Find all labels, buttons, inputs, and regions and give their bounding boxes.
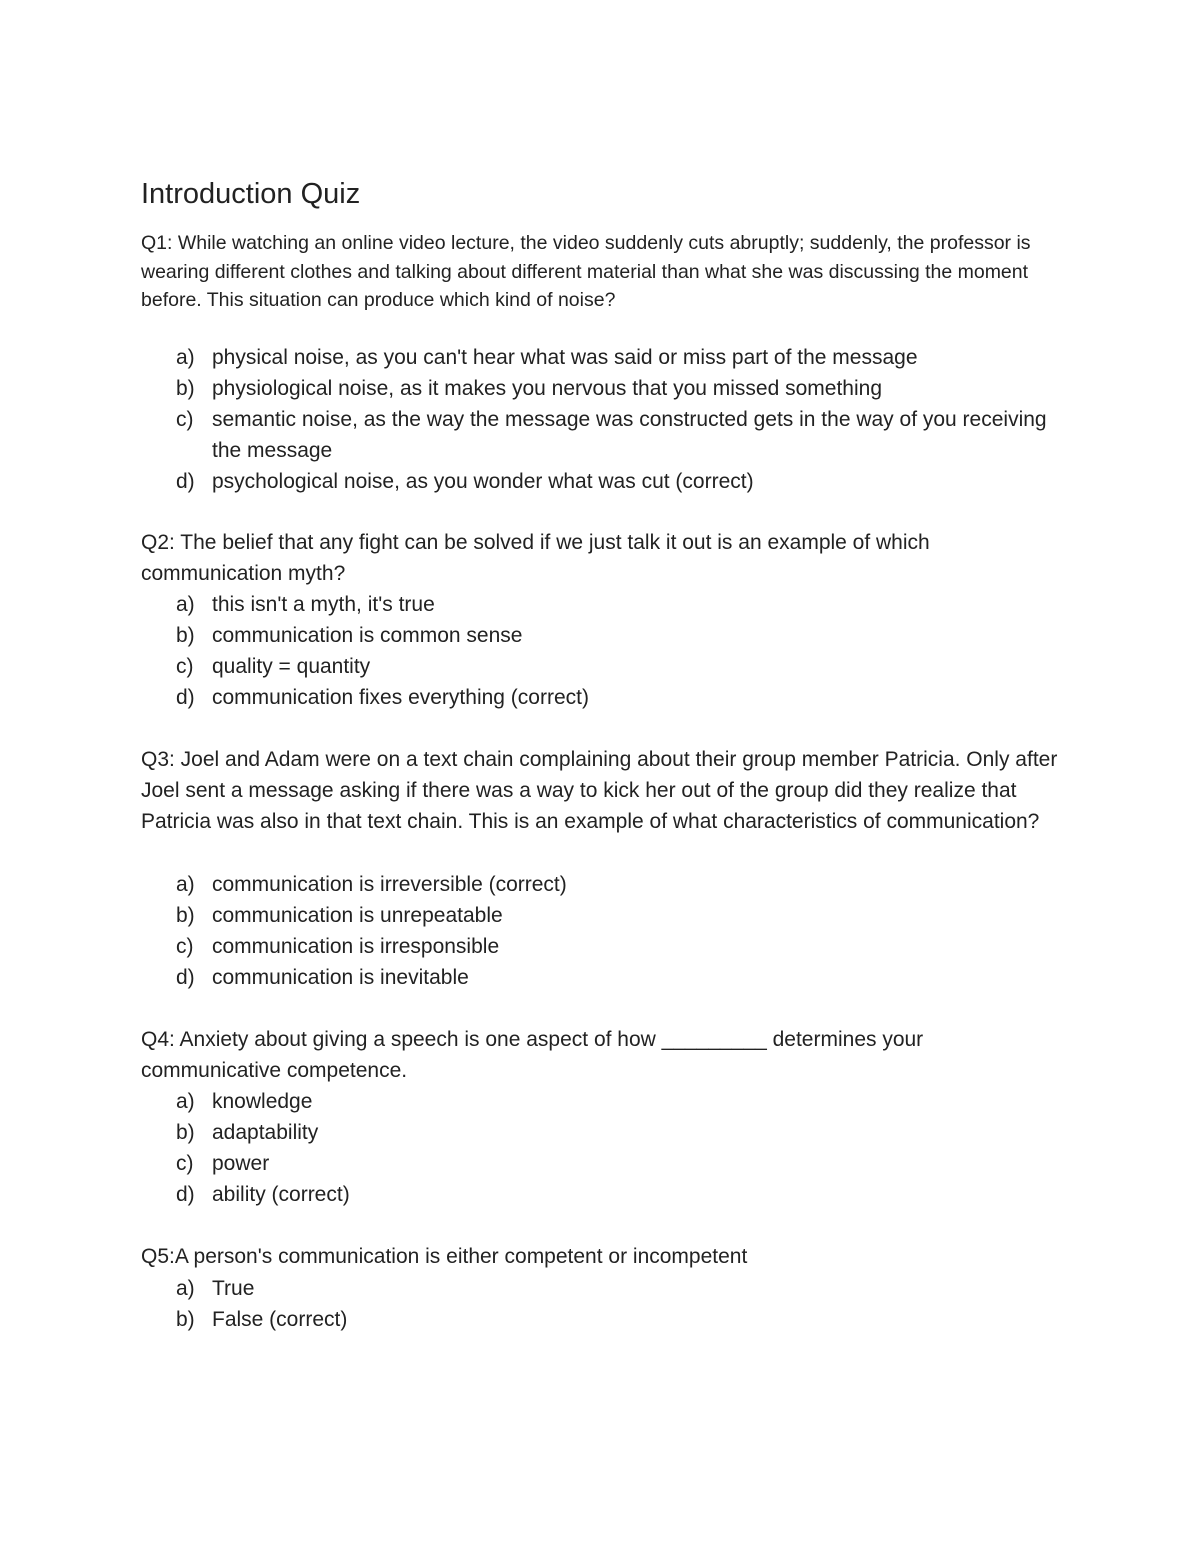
- option-text: quality = quantity: [212, 655, 371, 678]
- option-letter: b): [176, 904, 195, 927]
- option-letter: a): [176, 1277, 195, 1300]
- option: [141, 589, 1062, 620]
- option-letter: d): [176, 470, 195, 493]
- option: [141, 1179, 1062, 1210]
- option: [141, 1304, 1062, 1335]
- option-text: communication is common sense: [212, 624, 523, 647]
- question-3-options: [141, 869, 1062, 993]
- option-text: communication is inevitable: [212, 966, 469, 989]
- option: [141, 682, 1062, 713]
- option-letter: c): [176, 408, 194, 431]
- question-5-options: [141, 1273, 1062, 1335]
- option-letter: b): [176, 377, 195, 400]
- option: [141, 1117, 1062, 1148]
- option: [141, 900, 1062, 931]
- question-4-text: Q4: Anxiety about giving a speech is one aspect of how _________ determines your communicative competence.: [141, 1028, 924, 1082]
- option-letter: d): [176, 1183, 195, 1206]
- option-text: physiological noise, as it makes you nervous that you missed something: [212, 377, 883, 400]
- option-text: False (correct): [212, 1308, 348, 1331]
- option: [141, 620, 1062, 651]
- question-2-text: Q2: The belief that any fight can be solved if we just talk it out is an example of which communication myth?: [141, 531, 930, 585]
- option-letter: a): [176, 593, 195, 616]
- option-letter: a): [176, 873, 195, 896]
- option-text: communication fixes everything (correct): [212, 686, 589, 709]
- option: [141, 373, 1062, 404]
- option: [141, 1148, 1062, 1179]
- option-letter: c): [176, 1152, 194, 1175]
- option-text: power: [212, 1152, 270, 1175]
- option-letter: c): [176, 655, 194, 678]
- option: [141, 466, 1062, 497]
- option: [141, 651, 1062, 682]
- option-text: True: [212, 1277, 255, 1300]
- option-text: knowledge: [212, 1090, 313, 1113]
- option-letter: b): [176, 1121, 195, 1144]
- option-letter: d): [176, 966, 195, 989]
- option-text: communication is irresponsible: [212, 935, 500, 958]
- question-1-text: Q1: While watching an online video lecture, the video suddenly cuts abruptly; suddenly, the professor is wearing different clothes and talking about different material than what she was discussing the moment before. This situation can produce which kind of noise?: [141, 232, 1031, 311]
- option: [141, 962, 1062, 993]
- option-letter: a): [176, 1090, 195, 1113]
- page-title: Introduction Quiz: [141, 178, 361, 210]
- question-3-text: Q3: Joel and Adam were on a text chain complaining about their group member Patricia. Only after Joel sent a message asking if there was a way to kick her out of the group did they realize that Patricia was also in that text chain. This is an example of what characteristics of communication?: [141, 748, 1058, 833]
- option: [141, 404, 1062, 466]
- option-text: physical noise, as you can't hear what was said or miss part of the message: [212, 346, 918, 369]
- question-1-options: [141, 342, 1062, 497]
- option-text: semantic noise, as the way the message was constructed gets in the way of you receiving the message: [212, 408, 1047, 462]
- option-text: ability (correct): [212, 1183, 350, 1206]
- option-letter: c): [176, 935, 194, 958]
- option: [141, 1273, 1062, 1304]
- option-letter: d): [176, 686, 195, 709]
- option-text: psychological noise, as you wonder what was cut (correct): [212, 470, 754, 493]
- option-text: adaptability: [212, 1121, 319, 1144]
- option: [141, 931, 1062, 962]
- option-text: communication is unrepeatable: [212, 904, 503, 927]
- option: [141, 869, 1062, 900]
- option-letter: b): [176, 1308, 195, 1331]
- question-5-text: Q5:A person's communication is either competent or incompetent: [141, 1245, 748, 1268]
- option-text: communication is irreversible (correct): [212, 873, 567, 896]
- option-letter: a): [176, 346, 195, 369]
- option: [141, 1086, 1062, 1117]
- option-letter: b): [176, 624, 195, 647]
- question-4-options: [141, 1086, 1062, 1210]
- question-2-options: [141, 589, 1062, 713]
- option-text: this isn't a myth, it's true: [212, 593, 435, 616]
- option: [141, 342, 1062, 373]
